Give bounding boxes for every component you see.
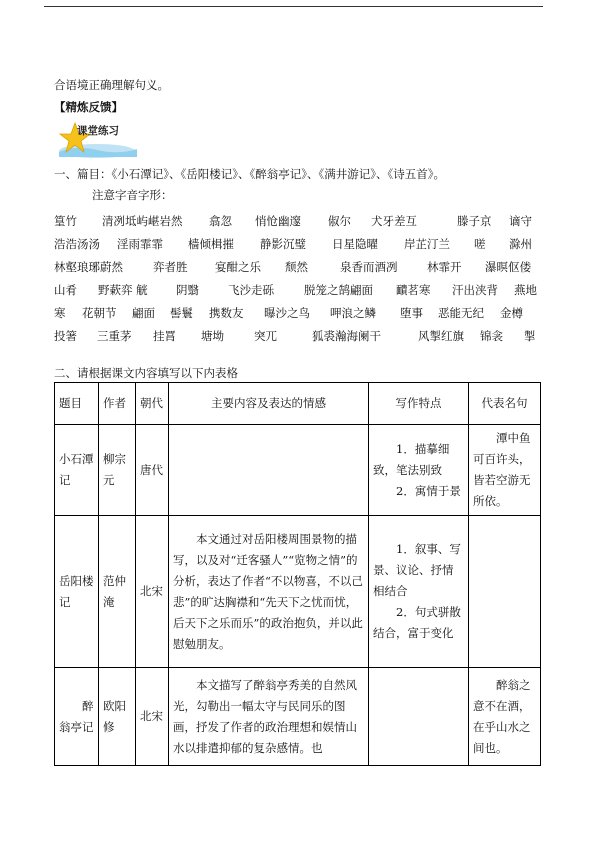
- vocab-word: 脱笼之鹄翩面: [304, 282, 373, 297]
- cell-content: [169, 425, 369, 516]
- vocab-word: 寒: [54, 305, 66, 320]
- vocab-word: 岸芷汀兰: [404, 236, 450, 251]
- vocab-word: 谪守: [509, 213, 532, 228]
- vocab-word: 淫雨霏霏: [117, 236, 163, 251]
- vocab-word: 锦衾: [480, 328, 503, 343]
- feature-line: 2．句式骈散结合，富于变化: [373, 605, 461, 640]
- vocab-word: 静影沉璧: [260, 236, 306, 251]
- badge-label: 课堂练习: [77, 125, 119, 137]
- cell-features: [369, 516, 469, 668]
- table-row: [55, 668, 541, 766]
- vocab-word: 翩面: [132, 305, 155, 320]
- cell-dynasty: 北宋: [136, 668, 169, 766]
- table-header-row: [55, 383, 541, 425]
- vocab-word: 弈者胜: [153, 259, 188, 274]
- vocab-word: 突兀: [254, 328, 277, 343]
- vocab-word: 滁州: [509, 236, 532, 251]
- cell-author: 欧阳修: [99, 668, 136, 766]
- header-cell: 题目: [55, 383, 99, 425]
- cell-quote: 醉翁之意不在酒，在乎山水之间也。: [469, 668, 541, 766]
- cell-dynasty: 北宋: [136, 516, 169, 668]
- feature-line: 1．叙事、写景、议论、抒情相结合: [373, 542, 461, 598]
- header-cell: 写作特点: [369, 383, 469, 425]
- header-cell: 作者: [99, 383, 136, 425]
- section1-note: 注意字音字形：: [92, 188, 173, 202]
- section2-title: 二、请根据课文内容填写以下内表格: [54, 366, 238, 380]
- vocab-word: 风掣红旗: [418, 328, 464, 343]
- vocab-word: 林霏开: [427, 259, 462, 274]
- classroom-practice-badge: [55, 119, 140, 161]
- vocab-list: [54, 209, 554, 347]
- vocab-word: 携数友: [209, 305, 244, 320]
- vocab-word: 花朝节: [82, 305, 117, 320]
- vocab-word: 犬牙差互: [371, 213, 417, 228]
- intro-text: 合语境正确理解句义。: [54, 78, 169, 92]
- vocab-word: 髻鬟: [170, 305, 193, 320]
- section-heading: 【精炼反馈】: [54, 100, 123, 114]
- vocab-row: [54, 324, 554, 347]
- cell-title: 小石潭记: [55, 425, 99, 516]
- vocab-word: 掣: [524, 328, 536, 343]
- cell-title: 岳阳楼记: [55, 516, 99, 668]
- vocab-word: 宴酣之乐: [215, 259, 261, 274]
- header-cell: 主要内容及表达的情感: [169, 383, 369, 425]
- vocab-word: 清冽坻屿嵁岩然: [102, 213, 183, 228]
- vocab-row: [54, 301, 554, 324]
- vocab-word: 塘坳: [201, 328, 224, 343]
- vocab-word: 瀑暝伛偻: [485, 259, 531, 274]
- vocab-row: [54, 209, 554, 232]
- vocab-word: 樯倾楫摧: [188, 236, 234, 251]
- feature-line: 1．描摹细致，笔法别致: [373, 441, 450, 477]
- vocab-word: 堕事: [400, 305, 423, 320]
- cell-dynasty: 唐代: [136, 425, 169, 516]
- header-cell: 朝代: [136, 383, 169, 425]
- vocab-word: 阴翳: [176, 282, 199, 297]
- header-cell: 代表名句: [469, 383, 541, 425]
- vocab-word: 山肴: [54, 282, 77, 297]
- vocab-word: 投箸: [54, 328, 77, 343]
- table-row: [55, 516, 541, 668]
- cell-features: [369, 425, 469, 516]
- vocab-word: 日星隐曜: [332, 236, 378, 251]
- cell-features: [369, 668, 469, 766]
- texts-table: [54, 382, 541, 766]
- cell-quote: [469, 516, 541, 668]
- cell-quote: 潭中鱼可百许头，皆若空游无所依。: [469, 425, 541, 516]
- vocab-word: 呷浪之鳞: [330, 305, 376, 320]
- section1-title: 一、篇目：《小石潭记》、《岳阳楼记》、《醉翁亭记》、《满井游记》、《诗五首》。: [54, 167, 445, 181]
- vocab-word: 曝沙之鸟: [264, 305, 310, 320]
- vocab-word: 汗出浃背: [452, 282, 498, 297]
- vocab-word: 三重茅: [97, 328, 132, 343]
- vocab-row: [54, 278, 554, 301]
- vocab-word: 恶能无纪: [438, 305, 484, 320]
- vocab-word: 靧茗寒: [396, 282, 431, 297]
- cell-author: 柳宗元: [99, 425, 136, 516]
- vocab-word: 飞沙走砾: [228, 282, 274, 297]
- vocab-word: 嗟: [474, 236, 486, 251]
- vocab-word: 翕忽: [209, 213, 232, 228]
- vocab-word: 颓然: [285, 259, 308, 274]
- vocab-word: 滕子京: [457, 213, 492, 228]
- vocab-word: 金樽: [500, 305, 523, 320]
- table-row: [55, 425, 541, 516]
- vocab-row: [54, 255, 554, 278]
- cell-content: 本文描写了醉翁亭秀美的自然风光，勾勒出一幅太守与民同乐的图画，抒发了作者的政治理想和娱情山水以排遣抑郁的复杂感情。也: [169, 668, 369, 766]
- cell-content: 本文通过对岳阳楼周围景物的描写，以及对“迁客骚人”“览物之情”的分析，表达了作者“不以物喜，不以己悲”的旷达胸襟和“先天下之忧而忧，后天下之乐而乐”的政治抱负，并以此慰勉朋友。: [169, 516, 369, 668]
- vocab-word: 狐裘瀚海阑干: [312, 328, 381, 343]
- vocab-word: 燕地: [514, 282, 537, 297]
- cell-title: 醉翁亭记: [55, 668, 99, 766]
- vocab-word: 浩浩汤汤: [54, 236, 100, 251]
- vocab-word: 篁竹: [54, 213, 77, 228]
- cell-author: 范仲淹: [99, 516, 136, 668]
- feature-line: 2．寓情于景: [396, 483, 461, 498]
- vocab-word: 野蔌弈 觥: [98, 282, 148, 297]
- vocab-row: [54, 232, 554, 255]
- vocab-word: 悄怆幽邃: [255, 213, 301, 228]
- vocab-word: 挂罥: [153, 328, 176, 343]
- vocab-word: 俶尔: [328, 213, 351, 228]
- vocab-word: 林壑琅琊蔚然: [54, 259, 123, 274]
- vocab-word: 泉香而酒冽: [340, 259, 398, 274]
- header-rule: [44, 6, 543, 7]
